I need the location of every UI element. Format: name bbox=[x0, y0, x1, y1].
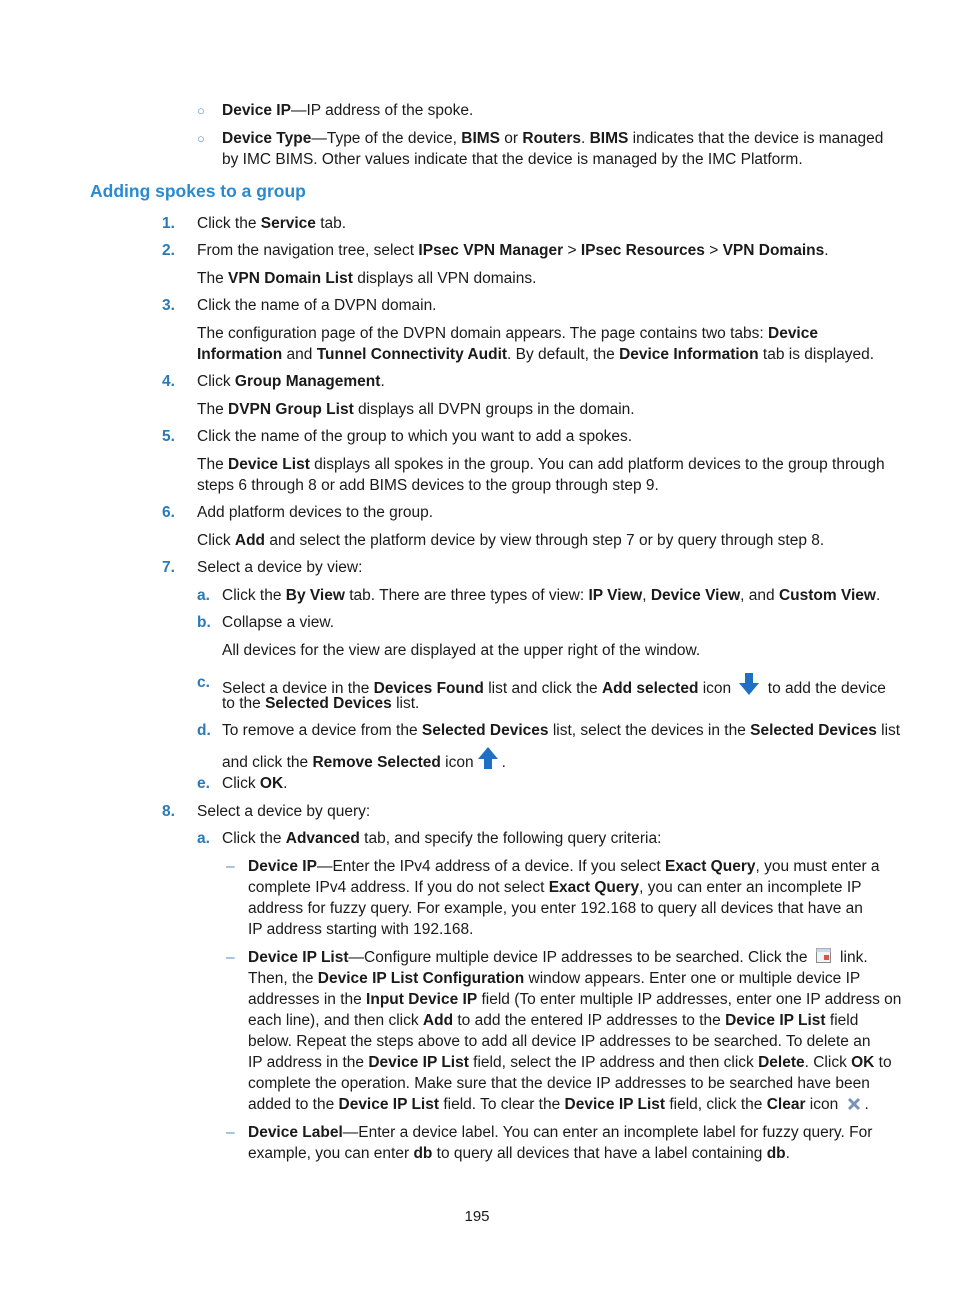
text-run: field, select the IP address and then click bbox=[468, 1054, 759, 1071]
bold-term: Device IP bbox=[248, 858, 317, 875]
substep-marker-7c: c. bbox=[197, 674, 210, 691]
criteria-device-ip-list-cont bbox=[248, 1052, 892, 1073]
text-run: complete IPv4 address. If you do not select bbox=[248, 879, 549, 896]
text-run: tab, and specify the following query criteria: bbox=[359, 830, 662, 847]
text-run: Click the name of the group to which you want to add a spokes. bbox=[197, 428, 633, 445]
section-heading: Adding spokes to a group bbox=[90, 181, 306, 201]
criteria-device-label bbox=[248, 1122, 872, 1143]
text-run: IP address in the bbox=[248, 1054, 369, 1071]
text-run: to the bbox=[222, 695, 266, 712]
arrow-up-icon[interactable] bbox=[477, 746, 499, 776]
text-run: field. To clear the bbox=[439, 1096, 565, 1113]
text-run: Click the bbox=[222, 830, 286, 847]
text-run: . bbox=[785, 1145, 790, 1162]
text-run: Click the name of a DVPN domain. bbox=[197, 297, 437, 314]
text-run: icon bbox=[698, 680, 736, 697]
bold-term: Add bbox=[234, 532, 266, 549]
step-7b-text bbox=[222, 612, 334, 633]
text-run: below. Repeat the steps above to add all device IP addresses to be searched. To delete an bbox=[248, 1033, 871, 1050]
criteria-device-label-cont bbox=[248, 1143, 790, 1164]
bold-term: Selected Devices bbox=[421, 722, 549, 739]
text-run: . By default, the bbox=[507, 346, 620, 363]
bold-term: Add bbox=[422, 1012, 454, 1029]
bold-term: Group Management bbox=[234, 373, 381, 390]
bold-term: Input Device IP bbox=[366, 991, 478, 1008]
bold-term: IP View bbox=[588, 587, 643, 604]
step-marker-6: 6. bbox=[162, 504, 175, 521]
text-run: Select a device in the bbox=[222, 680, 374, 697]
bold-term: Device List bbox=[228, 456, 310, 473]
criteria-device-ip-cont bbox=[248, 898, 863, 919]
text-run: Select a device by view: bbox=[197, 559, 363, 576]
step-8a-text bbox=[222, 828, 661, 849]
text-run: icon bbox=[805, 1096, 843, 1113]
text-run: Click bbox=[222, 775, 260, 792]
bold-term: Selected Devices bbox=[265, 695, 392, 712]
bold-term: Device IP bbox=[222, 102, 291, 119]
text-run: > bbox=[563, 242, 581, 259]
text-run: . bbox=[283, 775, 288, 792]
text-run: tab. There are three types of view: bbox=[344, 587, 589, 604]
text-run: displays all spokes in the group. You can add platform devices to the group through bbox=[309, 456, 885, 473]
text-run: field, click the bbox=[665, 1096, 767, 1113]
substep-marker-8a: a. bbox=[197, 830, 210, 847]
text-run: field bbox=[825, 1012, 859, 1029]
text-run: and select the platform device by view through step 7 or by query through step 8. bbox=[265, 532, 825, 549]
text-run: added to the bbox=[248, 1096, 339, 1113]
bold-term: OK bbox=[851, 1054, 875, 1071]
text-run: > bbox=[704, 242, 723, 259]
step-8-text bbox=[197, 801, 370, 822]
text-run: tab. bbox=[315, 215, 347, 232]
text-run: window appears. Enter one or multiple device IP bbox=[524, 970, 861, 987]
criteria-device-ip-cont bbox=[248, 877, 861, 898]
step-7-text bbox=[197, 557, 362, 578]
text-run: Select a device by query: bbox=[197, 803, 371, 820]
bold-term: Custom View bbox=[778, 587, 876, 604]
text-run: —Configure multiple device IP addresses to be searched. Click the bbox=[348, 949, 812, 966]
text-run: —Enter the IPv4 address of a device. If you select bbox=[316, 858, 666, 875]
step-7c-text-cont bbox=[222, 693, 419, 714]
text-run: . bbox=[380, 373, 385, 390]
step-3-result-cont bbox=[197, 344, 874, 365]
step-5-result bbox=[197, 454, 885, 475]
criteria-device-ip-cont bbox=[248, 919, 473, 940]
bold-term: Device Type bbox=[222, 130, 312, 147]
text-run: —IP address of the spoke. bbox=[290, 102, 474, 119]
bold-term: Device IP List bbox=[248, 949, 349, 966]
bullet-device-ip bbox=[222, 100, 473, 121]
substep-marker-7e: e. bbox=[197, 775, 210, 792]
page-number: 195 bbox=[464, 1208, 490, 1225]
bold-term: db bbox=[766, 1145, 786, 1162]
bold-term: Selected Devices bbox=[750, 722, 877, 739]
text-run: All devices for the view are displayed at the upper right of the window. bbox=[222, 642, 701, 659]
bold-term: By View bbox=[285, 587, 345, 604]
text-run: displays all DVPN groups in the domain. bbox=[353, 401, 635, 418]
bold-term: Device Information bbox=[619, 346, 759, 363]
dash-marker: – bbox=[226, 949, 235, 966]
bold-term: IPsec Resources bbox=[580, 242, 705, 259]
step-6-text bbox=[197, 502, 433, 523]
text-run: to query all devices that have a label containing bbox=[432, 1145, 767, 1162]
criteria-device-ip-list-cont bbox=[248, 1073, 870, 1094]
step-marker-4: 4. bbox=[162, 373, 175, 390]
bold-term: db bbox=[413, 1145, 433, 1162]
text-run: list. bbox=[391, 695, 420, 712]
bold-term: DVPN Group List bbox=[228, 401, 354, 418]
bold-term: Clear bbox=[766, 1096, 806, 1113]
bold-term: Device bbox=[768, 325, 818, 342]
bold-term: OK bbox=[259, 775, 284, 792]
bold-term: IPsec VPN Manager bbox=[418, 242, 564, 259]
text-run: and bbox=[282, 346, 317, 363]
text-run: Then, the bbox=[248, 970, 318, 987]
text-run: addresses in the bbox=[248, 991, 367, 1008]
step-7e-text bbox=[222, 773, 287, 794]
step-marker-7: 7. bbox=[162, 559, 175, 576]
step-7b-result bbox=[222, 640, 700, 661]
step-6-detail bbox=[197, 530, 824, 551]
text-run: Click the bbox=[222, 587, 286, 604]
clear-icon[interactable] bbox=[846, 1096, 862, 1118]
step-marker-3: 3. bbox=[162, 297, 175, 314]
bold-term: Device Label bbox=[248, 1124, 343, 1141]
criteria-device-ip-list-cont bbox=[248, 989, 901, 1010]
step-marker-2: 2. bbox=[162, 242, 175, 259]
text-run: displays all VPN domains. bbox=[352, 270, 537, 287]
bold-term: Tunnel Connectivity Audit bbox=[316, 346, 508, 363]
text-run: address for fuzzy query. For example, you enter 192.168 to query all devices that have an bbox=[248, 900, 863, 917]
text-run: The bbox=[197, 401, 229, 418]
text-run: . bbox=[501, 754, 506, 771]
bullet-marker: ○ bbox=[197, 103, 205, 118]
step-7d-text bbox=[222, 720, 900, 741]
step-marker-1: 1. bbox=[162, 215, 175, 232]
text-run: . bbox=[864, 1096, 869, 1113]
text-run: , you can enter an incomplete IP bbox=[639, 879, 862, 896]
text-run: . bbox=[580, 130, 590, 147]
step-2-result bbox=[197, 268, 536, 289]
bold-term: Delete bbox=[758, 1054, 805, 1071]
criteria-device-ip-list-cont bbox=[248, 1031, 870, 1052]
text-run: IP address starting with 192.168. bbox=[248, 921, 474, 938]
bold-term: Exact Query bbox=[548, 879, 640, 896]
bold-term: Device IP List bbox=[725, 1012, 826, 1029]
bold-term: Remove Selected bbox=[312, 754, 441, 771]
bullet-marker: ○ bbox=[197, 131, 205, 146]
text-run: The bbox=[197, 270, 229, 287]
text-run: From the navigation tree, select bbox=[197, 242, 419, 259]
text-run: —Enter a device label. You can enter an incomplete label for fuzzy query. For bbox=[342, 1124, 873, 1141]
step-4-result bbox=[197, 399, 635, 420]
step-4-text bbox=[197, 371, 385, 392]
text-run: . bbox=[824, 242, 829, 259]
dash-marker: – bbox=[226, 1124, 235, 1141]
step-1-text bbox=[197, 213, 346, 234]
substep-marker-7d: d. bbox=[197, 722, 211, 739]
substep-marker-7b: b. bbox=[197, 614, 211, 631]
text-run: list bbox=[876, 722, 901, 739]
text-run: Collapse a view. bbox=[222, 614, 335, 631]
substep-marker-7a: a. bbox=[197, 587, 210, 604]
bold-term: BIMS bbox=[589, 130, 629, 147]
bold-term: Service bbox=[260, 215, 316, 232]
text-run: complete the operation. Make sure that the device IP addresses to be searched have been bbox=[248, 1075, 870, 1092]
text-run: Click bbox=[197, 373, 235, 390]
bold-term: VPN Domains bbox=[722, 242, 825, 259]
text-run: field (To enter multiple IP addresses, enter one IP address on bbox=[477, 991, 902, 1008]
text-run: to bbox=[874, 1054, 892, 1071]
bold-term: Add selected bbox=[601, 680, 699, 697]
text-run: tab is displayed. bbox=[758, 346, 875, 363]
bold-term: BIMS bbox=[461, 130, 500, 147]
text-run: . Click bbox=[804, 1054, 852, 1071]
step-marker-8: 8. bbox=[162, 803, 175, 820]
text-run: , and bbox=[740, 587, 779, 604]
bold-term: Routers bbox=[522, 130, 581, 147]
bold-term: Device IP List bbox=[338, 1096, 440, 1113]
text-run: To remove a device from the bbox=[222, 722, 422, 739]
step-5-result-cont bbox=[197, 475, 659, 496]
bold-term: Device View bbox=[650, 587, 741, 604]
text-run: . bbox=[875, 587, 881, 604]
text-run: to add the entered IP addresses to the bbox=[453, 1012, 726, 1029]
text-run: icon bbox=[440, 754, 474, 771]
text-run: The bbox=[197, 456, 229, 473]
bold-term: Device IP List bbox=[368, 1054, 469, 1071]
text-run: example, you can enter bbox=[248, 1145, 414, 1162]
text-run: link. bbox=[835, 949, 868, 966]
bold-term: Advanced bbox=[285, 830, 360, 847]
dash-marker: – bbox=[226, 858, 235, 875]
bold-term: Device IP List Configuration bbox=[317, 970, 525, 987]
bold-term: VPN Domain List bbox=[228, 270, 353, 287]
text-run: list and click the bbox=[483, 680, 602, 697]
text-run: The configuration page of the DVPN domain appears. The page contains two tabs: bbox=[197, 325, 768, 342]
criteria-device-ip-list-cont bbox=[248, 1094, 869, 1118]
text-run: or bbox=[500, 130, 523, 147]
step-3-result bbox=[197, 323, 818, 344]
text-run: , you must enter a bbox=[755, 858, 880, 875]
bold-term: Devices Found bbox=[373, 680, 484, 697]
step-5-text bbox=[197, 426, 632, 447]
step-2-text bbox=[197, 240, 829, 261]
bullet-device-type-cont bbox=[222, 149, 803, 170]
criteria-device-ip-list-cont bbox=[248, 1010, 858, 1031]
bold-term: Device IP List bbox=[564, 1096, 666, 1113]
step-7d-text-cont bbox=[222, 746, 506, 776]
arrow-down-icon[interactable] bbox=[738, 672, 760, 702]
text-run: each line), and then click bbox=[248, 1012, 423, 1029]
bold-term: Exact Query bbox=[665, 858, 756, 875]
text-run: Click bbox=[197, 532, 235, 549]
bold-term: Information bbox=[197, 346, 283, 363]
text-run: steps 6 through 8 or add BIMS devices to the group through step 9. bbox=[197, 477, 659, 494]
text-run: Add platform devices to the group. bbox=[197, 504, 434, 521]
criteria-device-ip-list-cont bbox=[248, 968, 860, 989]
text-run: , bbox=[642, 587, 651, 604]
text-run: —Type of the device, bbox=[311, 130, 462, 147]
text-run: Click the bbox=[197, 215, 261, 232]
text-run: indicates that the device is managed bbox=[628, 130, 884, 147]
text-run: by IMC BIMS. Other values indicate that the device is managed by the IMC Platform. bbox=[222, 151, 803, 168]
step-7a-text bbox=[222, 585, 880, 606]
text-run: to add the device bbox=[763, 680, 886, 697]
bullet-device-type bbox=[222, 128, 883, 149]
criteria-device-ip bbox=[248, 856, 880, 877]
step-3-text bbox=[197, 295, 437, 316]
text-run: list, select the devices in the bbox=[548, 722, 751, 739]
step-marker-5: 5. bbox=[162, 428, 175, 445]
text-run: and click the bbox=[222, 754, 313, 771]
